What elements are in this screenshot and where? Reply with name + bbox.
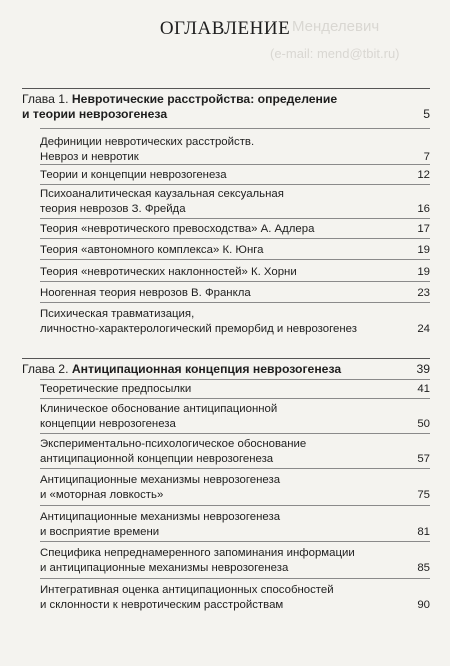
entry-divider bbox=[40, 505, 430, 506]
entry-page: 16 bbox=[417, 202, 430, 215]
chapter-1-title-line-2: и теории неврозогенеза bbox=[22, 107, 168, 121]
entry-line: Теория «невротических наклонностей» К. Хорни bbox=[40, 266, 297, 278]
chapter-1-page: 5 bbox=[423, 107, 430, 121]
entry-page: 23 bbox=[417, 287, 430, 299]
entry-page: 81 bbox=[417, 525, 430, 538]
toc-entry[interactable] bbox=[40, 510, 430, 539]
entry-line: Специфика непреднамеренного запоминания информации bbox=[40, 547, 355, 559]
entry-line: Теоретические предпосылки bbox=[40, 383, 192, 395]
entry-divider bbox=[40, 433, 430, 434]
entry-line: Интегративная оценка антиципационных способностей bbox=[40, 584, 334, 596]
entry-page: 90 bbox=[417, 598, 430, 611]
toc-entry[interactable] bbox=[40, 307, 430, 336]
toc-entry[interactable] bbox=[40, 546, 430, 575]
entry-page: 57 bbox=[417, 452, 430, 465]
chapter-1-heading[interactable] bbox=[22, 92, 430, 122]
entry-line: Экспериментально-психологическое обоснование bbox=[40, 438, 307, 450]
chapter-1-entries-divider bbox=[40, 128, 430, 129]
entry-divider bbox=[40, 398, 430, 399]
toc-entry[interactable] bbox=[40, 187, 430, 216]
chapter-2-label: Глава 2. bbox=[22, 362, 69, 376]
chapter-1-divider bbox=[22, 88, 430, 89]
entry-divider bbox=[40, 281, 430, 282]
entry-divider bbox=[40, 238, 430, 239]
entry-divider bbox=[40, 184, 430, 185]
entry-page: 17 bbox=[417, 223, 430, 235]
entry-line: теория неврозов З. Фрейда bbox=[40, 202, 186, 215]
chapter-1-title-line-1: Невротические расстройства: определение bbox=[71, 92, 338, 106]
bleed-through-author: Менделевич bbox=[292, 18, 380, 35]
toc-entry[interactable] bbox=[40, 243, 430, 258]
toc-entry[interactable] bbox=[40, 222, 430, 237]
entry-line: Антиципационные механизмы неврозогенеза bbox=[40, 474, 281, 486]
entry-line: Клиническое обоснование антиципационной bbox=[40, 403, 278, 415]
entry-page: 24 bbox=[417, 322, 430, 335]
toc-entry[interactable] bbox=[40, 473, 430, 502]
toc-entry[interactable] bbox=[40, 135, 430, 164]
entry-line: Психоаналитическая каузальная сексуальная bbox=[40, 188, 284, 200]
entry-line: Дефиниции невротических расстройств. bbox=[40, 136, 255, 148]
entry-line: и склонности к невротическим расстройствам bbox=[40, 598, 284, 611]
entry-line: Теории и концепции неврозогенеза bbox=[40, 169, 227, 181]
chapter-2-title-line-1: Антиципационная концепция неврозогенеза bbox=[71, 362, 342, 376]
entry-line: концепции неврозогенеза bbox=[40, 417, 176, 430]
entry-page: 41 bbox=[417, 383, 430, 395]
entry-page: 50 bbox=[417, 417, 430, 430]
toc-entry[interactable] bbox=[40, 583, 430, 612]
entry-line: Невроз и невротик bbox=[40, 150, 139, 163]
bleed-through-email: (e-mail: mend@tbit.ru) bbox=[270, 46, 400, 61]
entry-line: Антиципационные механизмы неврозогенеза bbox=[40, 511, 281, 523]
entry-line: Теория «невротического превосходства» А. Адлера bbox=[40, 223, 315, 235]
entry-page: 7 bbox=[423, 150, 430, 163]
entry-divider bbox=[40, 259, 430, 260]
entry-divider bbox=[40, 468, 430, 469]
page-title: ОГЛАВЛЕНИЕ bbox=[159, 18, 291, 39]
chapter-2-entries-divider bbox=[40, 379, 430, 380]
entry-page: 19 bbox=[417, 266, 430, 278]
toc-entry[interactable] bbox=[40, 286, 430, 301]
entry-page: 19 bbox=[417, 244, 430, 256]
entry-line: Теория «автономного комплекса» К. Юнга bbox=[40, 244, 264, 256]
toc-entry[interactable] bbox=[40, 265, 430, 280]
toc-entry[interactable] bbox=[40, 382, 430, 397]
entry-divider bbox=[40, 578, 430, 579]
entry-divider bbox=[40, 164, 430, 165]
toc-entry[interactable] bbox=[40, 437, 430, 466]
entry-line: и «моторная ловкость» bbox=[40, 488, 164, 501]
entry-line: и антиципационные механизмы неврозогенеза bbox=[40, 561, 289, 574]
entry-page: 75 bbox=[417, 488, 430, 501]
chapter-2-heading[interactable] bbox=[22, 362, 430, 377]
entry-divider bbox=[40, 541, 430, 542]
entry-page: 12 bbox=[417, 169, 430, 181]
entry-line: Психическая травматизация, bbox=[40, 308, 195, 320]
chapter-2-page: 39 bbox=[416, 362, 430, 376]
chapter-1-label: Глава 1. bbox=[22, 92, 69, 106]
entry-line: Ноогенная теория неврозов В. Франкла bbox=[40, 287, 251, 299]
entry-line: антиципационной концепции неврозогенеза bbox=[40, 452, 274, 465]
entry-divider bbox=[40, 218, 430, 219]
toc-entry[interactable] bbox=[40, 402, 430, 431]
entry-line: личностно-характерологический преморбид и неврозогенез bbox=[40, 322, 357, 335]
entry-page: 85 bbox=[417, 561, 430, 574]
chapter-2-divider bbox=[22, 358, 430, 359]
entry-divider bbox=[40, 302, 430, 303]
toc-entry[interactable] bbox=[40, 168, 430, 183]
entry-line: и восприятие времени bbox=[40, 525, 160, 538]
